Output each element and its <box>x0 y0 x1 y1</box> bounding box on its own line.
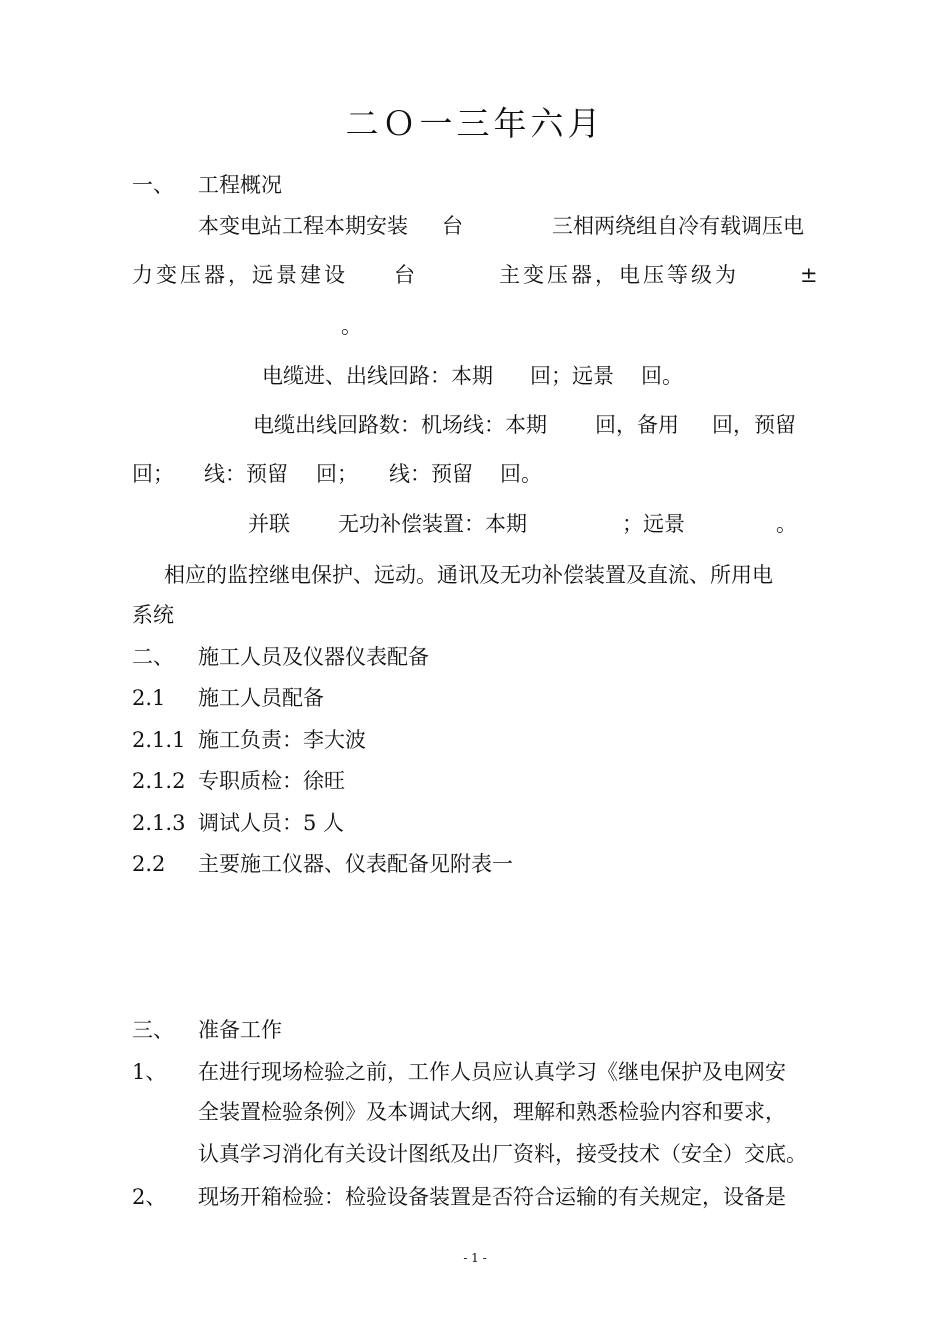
item-2-1-1-text: 施工负责：李大波 <box>198 728 366 752</box>
s1-line3-text: 。 <box>341 314 362 338</box>
s1-line1-text-b: 台 <box>442 214 463 238</box>
s1-line5-text-b: 回，备用 <box>595 413 679 437</box>
section-1-number: 一、 <box>132 173 174 197</box>
s1-line2-text-d: ± <box>800 263 818 287</box>
step-1-number: 1、 <box>132 1060 167 1084</box>
s1-line7-text-b: 无功补偿装置：本期 <box>338 512 527 536</box>
step-1-line1: 在进行现场检验之前，工作人员应认真学习《继电保护及电网安 <box>198 1060 786 1084</box>
item-2-1-3-number: 2.1.3 <box>132 811 186 835</box>
item-2-1-text: 施工人员配备 <box>198 686 324 710</box>
s1-line6-text-a: 回； <box>132 462 174 486</box>
s1-line4-text-a: 电缆进、出线回路：本期 <box>262 364 493 388</box>
s1-line6-text-e: 回。 <box>500 462 542 486</box>
section-2-heading: 施工人员及仪器仪表配备 <box>198 645 429 669</box>
s1-line2-text-c: 主变压器，电压等级为 <box>499 263 739 287</box>
step-1-line3: 认真学习消化有关设计图纸及出厂资料，接受技术（安全）交底。 <box>198 1142 807 1166</box>
item-2-1-2-text: 专职质检：徐旺 <box>198 769 345 793</box>
s1-line9-text: 系统 <box>132 603 174 627</box>
item-2-1-number: 2.1 <box>132 686 166 710</box>
s1-line8-text: 相应的监控继电保护、远动。通讯及无功补偿装置及直流、所用电 <box>164 563 773 587</box>
s1-line7-text-d: 。 <box>776 512 797 536</box>
s1-line1-text-a: 本变电站工程本期安装 <box>198 214 408 238</box>
s1-line1-text-c: 三相两绕组自冷有载调压电 <box>552 214 804 238</box>
item-2-1-1-number: 2.1.1 <box>132 728 186 752</box>
item-2-2-number: 2.2 <box>132 852 166 876</box>
item-2-1-2-number: 2.1.2 <box>132 769 186 793</box>
s1-line7-text-c: ；远景 <box>622 512 685 536</box>
step-1-line2: 全装置检验条例》及本调试大纲，理解和熟悉检验内容和要求， <box>198 1100 786 1124</box>
page-title: 二Ｏ一三年六月 <box>345 104 605 143</box>
s1-line4-text-c: 回。 <box>641 364 683 388</box>
s1-line4-text-b: 回；远景 <box>530 364 614 388</box>
section-2-number: 二、 <box>132 645 174 669</box>
s1-line6-text-c: 回； <box>316 462 358 486</box>
s1-line6-text-b: 线：预留 <box>204 462 288 486</box>
section-1-heading: 工程概况 <box>198 173 282 197</box>
s1-line2-text-b: 台 <box>394 263 415 287</box>
s1-line5-text-c: 回，预留 <box>712 413 796 437</box>
section-3-heading: 准备工作 <box>198 1018 282 1042</box>
page-number: - 1 - <box>463 1251 487 1265</box>
section-3-number: 三、 <box>132 1018 174 1042</box>
s1-line7-text-a: 并联 <box>248 512 290 536</box>
item-2-2-text: 主要施工仪器、仪表配备见附表一 <box>198 852 513 876</box>
item-2-1-3-text: 调试人员：5 人 <box>198 811 345 835</box>
step-2-number: 2、 <box>132 1185 167 1209</box>
s1-line6-text-d: 线：预留 <box>389 462 473 486</box>
s1-line5-text-a: 电缆出线回路数：机场线：本期 <box>253 413 547 437</box>
s1-line2-text-a: 力变压器，远景建设 <box>132 263 348 287</box>
step-2-line1: 现场开箱检验：检验设备装置是否符合运输的有关规定，设备是 <box>198 1185 786 1209</box>
